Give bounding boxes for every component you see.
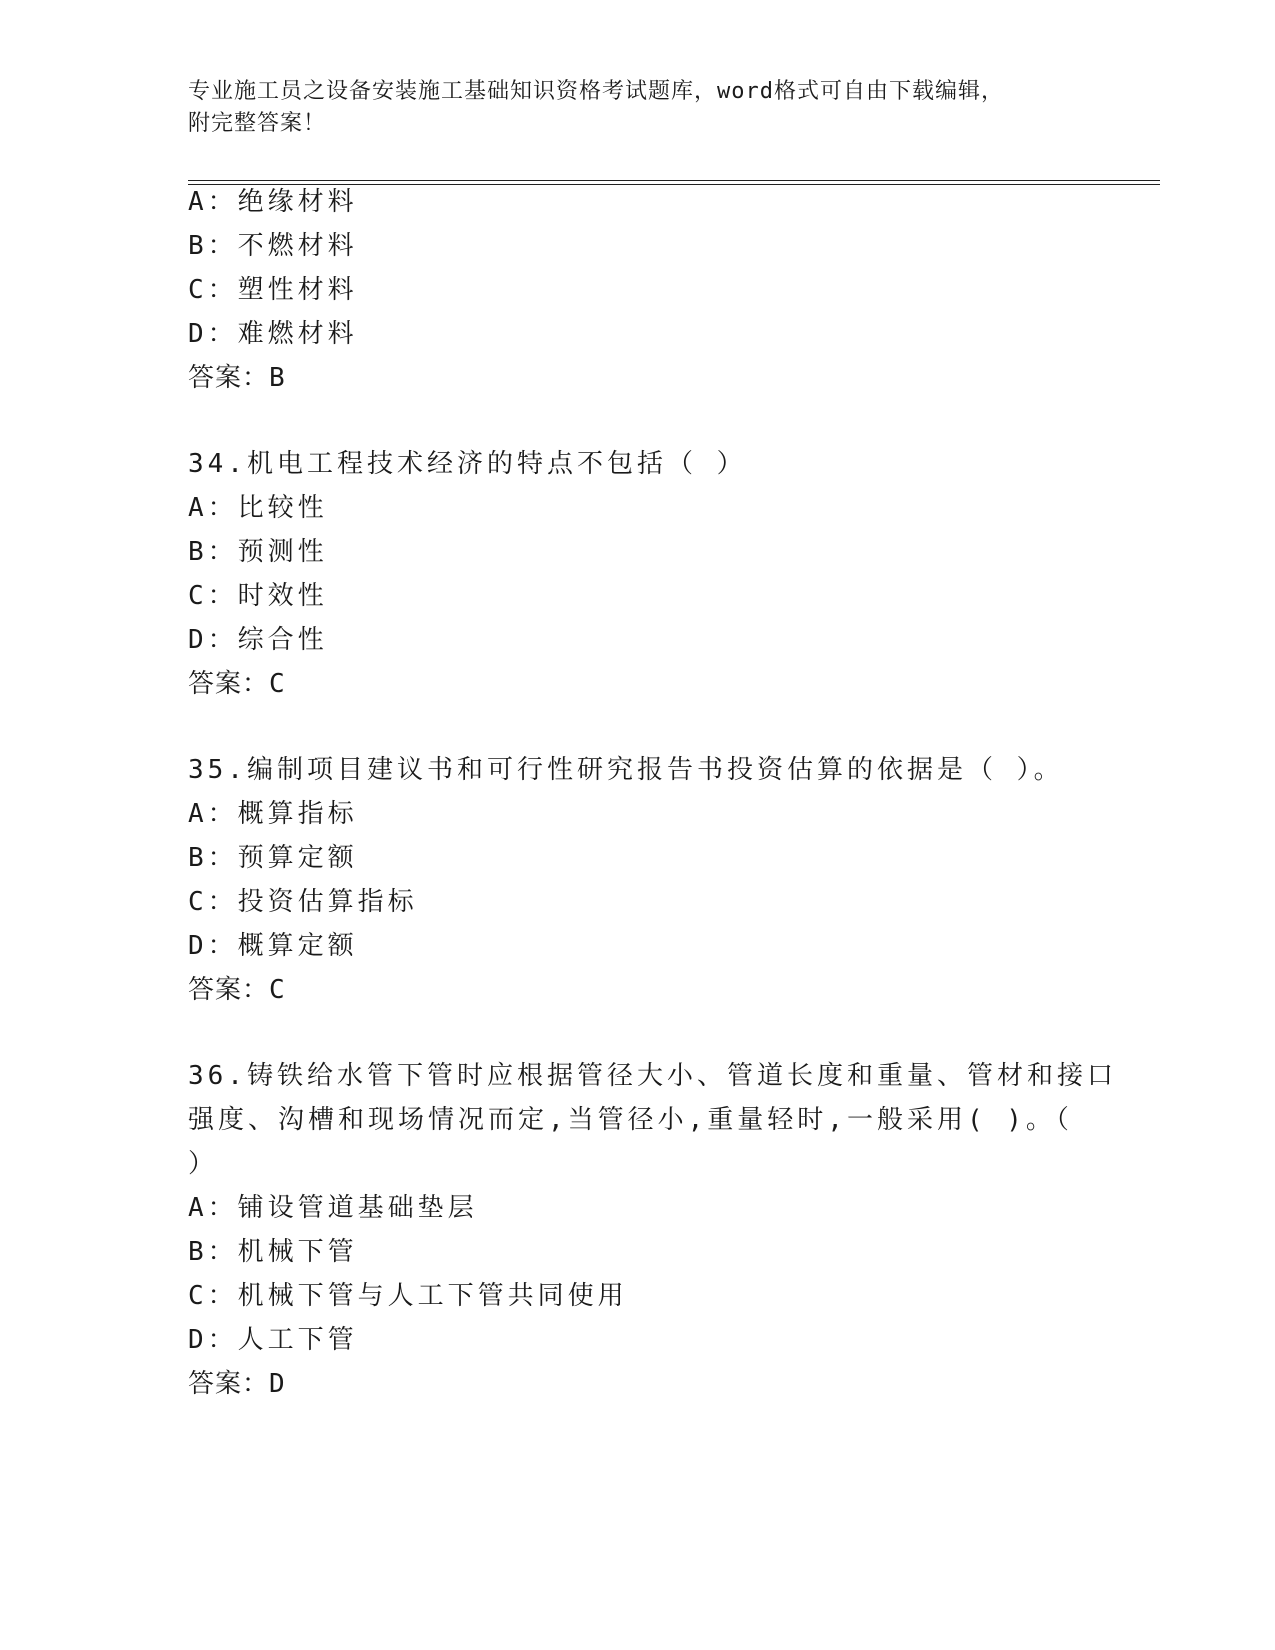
q36-option-c: C：机械下管与人工下管共同使用 [188,1281,628,1311]
q34-option-b: B：预测性 [188,537,328,567]
q33-answer: 答案：B [188,363,286,393]
q34-option-c: C：时效性 [188,581,328,611]
q34-option-a: A：比较性 [188,493,328,523]
q33-option-a: A：绝缘材料 [188,187,358,217]
q36-option-d: D：人工下管 [188,1325,358,1355]
q35-option-b: B：预算定额 [188,843,358,873]
document-header [188,76,1088,140]
q33-option-b: B：不燃材料 [188,231,358,261]
q33-option-d: D：难燃材料 [188,319,358,349]
header-line-1: 专业施工员之设备安装施工基础知识资格考试题库，word格式可自由下载编辑， [188,79,1004,104]
q35-option-d: D：概算定额 [188,931,358,961]
q35-option-c: C：投资估算指标 [188,887,418,917]
q36-stem-line-3: ） [188,1149,219,1179]
q34-option-d: D：综合性 [188,625,328,655]
header-line-2: 附完整答案！ [188,111,327,136]
q36-option-b: B：机械下管 [188,1237,358,1267]
q36-answer: 答案：D [188,1369,286,1399]
q35-answer: 答案：C [188,975,286,1005]
q35-option-a: A：概算指标 [188,799,358,829]
q36-stem-line-2: 强度、沟槽和现场情况而定,当管径小,重量轻时,一般采用( )。（ [188,1105,1073,1135]
q34-stem: 34.机电工程技术经济的特点不包括（ ） [188,449,747,479]
q33-option-c: C：塑性材料 [188,275,358,305]
q34-answer: 答案：C [188,669,286,699]
q36-stem-line-1: 36.铸铁给水管下管时应根据管径大小、管道长度和重量、管材和接口 [188,1061,1117,1091]
q35-stem: 35.编制项目建议书和可行性研究报告书投资估算的依据是（ ）。 [188,755,1064,785]
q36-option-a: A：铺设管道基础垫层 [188,1193,478,1223]
